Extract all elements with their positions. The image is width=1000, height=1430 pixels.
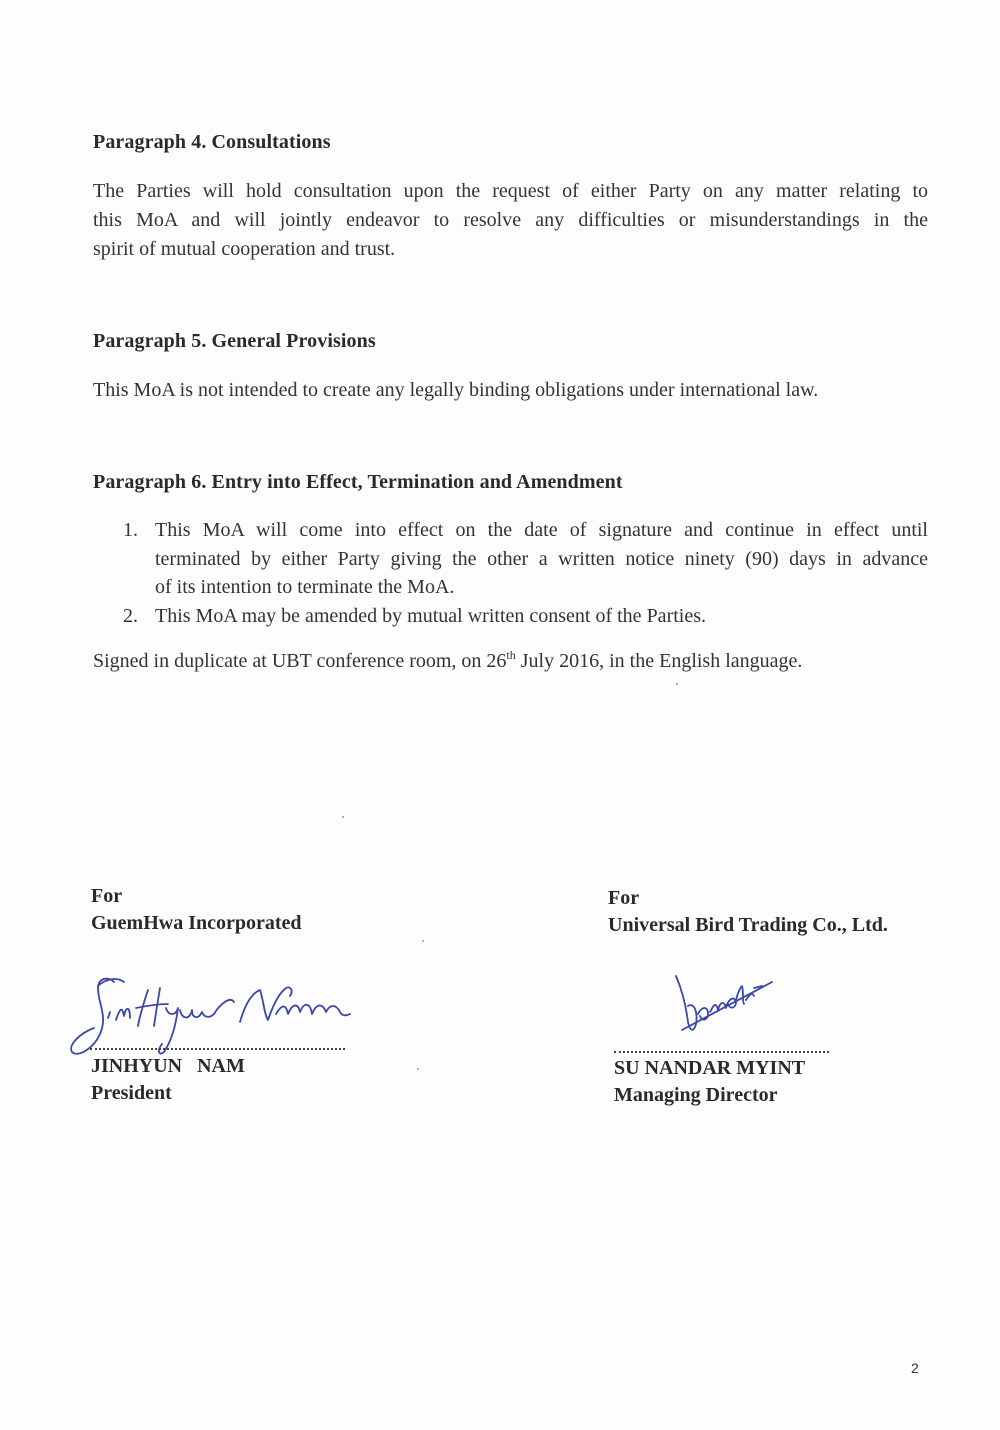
list-item-number: 2. (123, 604, 138, 627)
list-item-line: terminated by either Party giving the other a written notice ninety (90) days in advance (155, 547, 928, 570)
list-item-line: This MoA will come into effect on the date of signature and continue in effect until (155, 519, 928, 541)
list-item-line: of its intention to terminate the MoA. (155, 576, 455, 598)
scan-speck (342, 816, 344, 818)
page-number: 2 (911, 1360, 919, 1376)
right-organization: Universal Bird Trading Co., Ltd. (608, 914, 888, 936)
scan-speck (422, 940, 424, 942)
list-item-line: This MoA may be amended by mutual written consent of the Parties. (155, 604, 706, 627)
paragraph-5-line: This MoA is not intended to create any legally binding obligations under international law. (93, 379, 819, 401)
paragraph-5-heading: Paragraph 5. General Provisions (93, 330, 376, 352)
right-for-label: For (608, 887, 640, 909)
list-item (93, 516, 928, 602)
signed-superscript: th (506, 648, 516, 662)
right-signature-line (614, 1051, 829, 1053)
signed-statement (93, 650, 802, 673)
right-title: Managing Director (614, 1084, 778, 1106)
paragraph-4-body (93, 177, 928, 264)
left-title: President (91, 1082, 172, 1104)
paragraph-6-list (93, 516, 928, 630)
left-signatory-footer (91, 1053, 245, 1107)
left-signatory-header (91, 883, 302, 937)
paragraph-4-line: The Parties will hold consultation upon the request of either Party on any matter relating to (93, 180, 928, 202)
paragraph-4-line: spirit of mutual cooperation and trust. (93, 238, 396, 260)
scan-speck (676, 683, 678, 685)
paragraph-4-heading: Paragraph 4. Consultations (93, 131, 331, 153)
paragraph-4-line: this MoA and will jointly endeavor to resolve any difficulties or misunderstandings in the (93, 209, 928, 231)
right-signatory-footer (614, 1055, 805, 1109)
right-name: SU NANDAR MYINT (614, 1057, 806, 1079)
left-signature-line (90, 1048, 345, 1050)
paragraph-5-body (93, 376, 928, 405)
scan-speck (417, 1068, 419, 1070)
left-organization: GuemHwa Incorporated (91, 912, 302, 934)
signed-text-after: July 2016, in the English language. (515, 650, 803, 672)
right-signatory-header (608, 885, 888, 939)
paragraph-6-heading: Paragraph 6. Entry into Effect, Termination and Amendment (93, 471, 623, 493)
list-item-number: 1. (123, 519, 138, 541)
signed-text-before: Signed in duplicate at UBT conference room, on 26 (93, 650, 507, 672)
left-name: JINHYUN NAM (91, 1055, 245, 1077)
left-for-label: For (91, 885, 123, 907)
right-signature (668, 966, 778, 1046)
list-item (93, 602, 928, 631)
